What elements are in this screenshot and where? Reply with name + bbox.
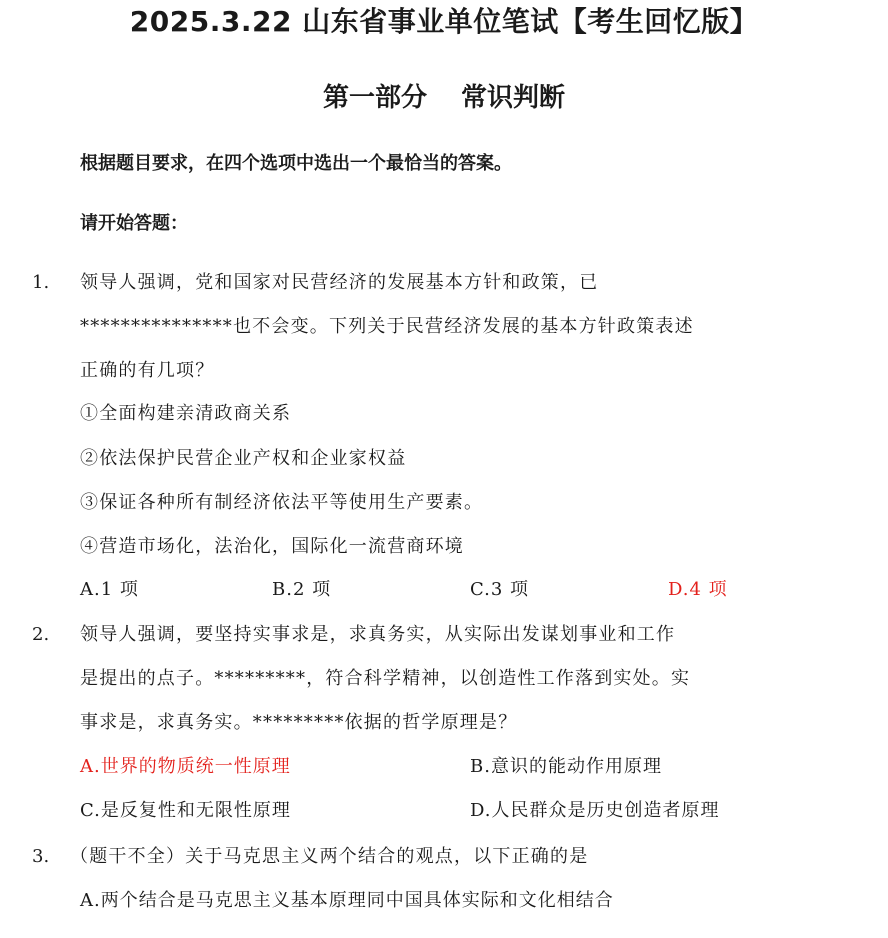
start-prompt: 请开始答题： [80, 213, 188, 234]
question-1-statement-1: ①全面构建亲清政商关系 [80, 403, 292, 424]
question-1-option-c: C.3 项 [470, 579, 530, 600]
question-1-option-b: B.2 项 [272, 579, 332, 600]
question-3-option-a: A.两个结合是马克思主义基本原理同中国具体实际和文化相结合 [80, 890, 614, 911]
section-part: 第一部分 [322, 83, 427, 113]
question-1-statement-2: ②依法保护民营企业产权和企业家权益 [80, 448, 407, 469]
question-1-option-a: A.1 项 [80, 579, 139, 600]
question-2-line-2: 是提出的点子。*********，符合科学精神，以创造性工作落到实处。实 [80, 668, 691, 689]
question-1-option-d-answer: D.4 项 [668, 579, 728, 600]
question-2-option-b: B.意识的能动作用原理 [470, 756, 662, 777]
question-3-line-1: （题干不全）关于马克思主义两个结合的观点，以下正确的是 [70, 846, 589, 867]
question-2-option-a-answer: A.世界的物质统一性原理 [80, 756, 291, 777]
question-2-number: 2. [32, 624, 50, 645]
section-heading [0, 78, 888, 118]
question-1-line-2: ***************也不会变。下列关于民营经济发展的基本方针政策表述 [80, 316, 694, 337]
question-1-statement-4: ④营造市场化，法治化，国际化一流营商环境 [80, 536, 464, 557]
question-2-option-d: D.人民群众是历史创造者原理 [470, 800, 720, 821]
question-1-line-1: 领导人强调，党和国家对民营经济的发展基本方针和政策，已 [80, 272, 599, 293]
question-1-statement-3: ③保证各种所有制经济依法平等使用生产要素。 [80, 492, 484, 513]
instruction-text: 根据题目要求，在四个选项中选出一个最恰当的答案。 [80, 153, 512, 174]
question-1-number: 1. [32, 272, 50, 293]
question-2-line-3: 事求是，求真务实。*********依据的哲学原理是？ [80, 712, 518, 733]
question-3-number: 3. [32, 846, 50, 867]
question-1-line-3: 正确的有几项？ [80, 360, 215, 381]
question-2-option-c: C.是反复性和无限性原理 [80, 800, 291, 821]
question-2-line-1: 领导人强调，要坚持实事求是，求真务实，从实际出发谋划事业和工作 [80, 624, 676, 645]
document-title: 2025.3.22 山东省事业单位笔试【考生回忆版】 [129, 5, 759, 38]
section-name: 常识判断 [461, 83, 566, 113]
